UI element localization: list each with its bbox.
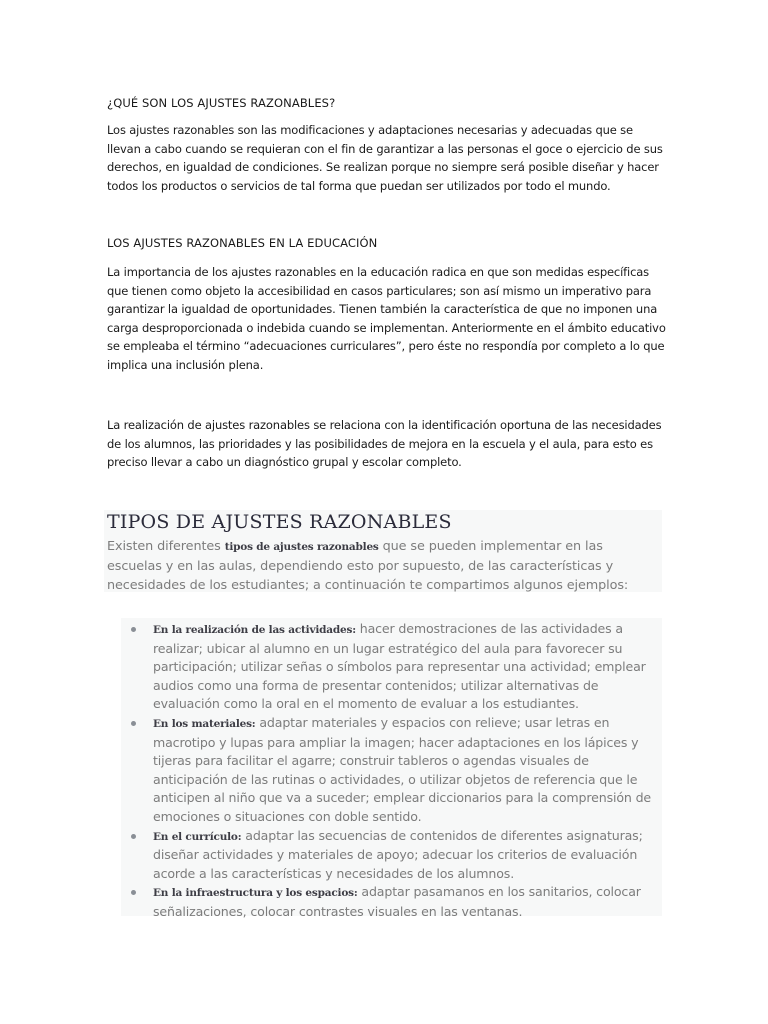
paragraph-que-son: Los ajustes razonables son las modificaciones y adaptaciones necesarias y adecuadas que se llevan a cabo cuando se requieran con el fin de garantizar a las personas el goce o ejercicio de sus derechos, en igualdad de condiciones. Se realizan porque no siempre será posible diseñar y hacer todos los productos o servicios de tal forma que puedan ser utilizados por todo el mundo.: [107, 123, 663, 193]
bullet-icon: [131, 890, 136, 895]
tipos-title: TIPOS DE AJUSTES RAZONABLES: [107, 511, 452, 533]
list-item-text: adaptar pasamanos en los sanitarios, colocar señalizaciones, colocar contrastes visuales en las ventanas.: [153, 884, 641, 919]
section-title-que-son: ¿QUÉ SON LOS AJUSTES RAZONABLES?: [107, 96, 336, 110]
tipos-intro-bold: tipos de ajustes razonables: [224, 541, 379, 553]
bullet-icon: [131, 721, 136, 726]
bullet-icon: [131, 834, 136, 839]
list-item: [131, 827, 659, 884]
tipos-intro-before: Existen diferentes: [107, 539, 225, 554]
tipos-intro-after: que se pueden implementar en las escuelas y en las aulas, dependiendo esto por supuesto, de las características y necesidades de los estudiantes; a continuación te compartimos algunos ejemplos:: [107, 539, 629, 593]
list-item: [131, 714, 659, 827]
section-title-educacion: LOS AJUSTES RAZONABLES EN LA EDUCACIÓN: [107, 236, 378, 250]
list-item: [131, 620, 659, 714]
list-item-label: En el currículo:: [153, 830, 242, 843]
list-item-text: hacer demostraciones de las actividades a realizar; ubicar al alumno en un lugar estratégico del aula para favorecer su participación; utilizar señas o símbolos para representar una actividad; emplear audios como una forma de presentar contenidos; utilizar alternativas de evaluación como la oral en el momento de evaluar a los estudiantes.: [153, 621, 646, 712]
paragraph-educacion-1: La importancia de los ajustes razonables en la educación radica en que son medidas específicas que tienen como objeto la accesibilidad en casos particulares; son así mismo un imperativo para garantizar la igualdad de oportunidades. Tienen también la característica de que no imponen una carga desproporcionada o indebida cuando se implementan. Anteriormente en el ámbito educativo se empleaba el término “adecuaciones curriculares”, pero éste no respondía por completo a lo que implica una inclusión plena.: [107, 265, 666, 372]
list-item-label: En la infraestructura y los espacios:: [153, 887, 358, 900]
list-item: [131, 883, 659, 921]
list-item-text: adaptar materiales y espacios con relieve; usar letras en macrotipo y lupas para ampliar la imagen; hacer adaptaciones en los lápices y tijeras para facilitar el agarre; construir tableros o agendas visuales de anticipación de las rutinas o actividades, o utilizar objetos de referencia que le anticipen al niño que va a suceder; emplear diccionarios para la comprensión de emociones o situaciones con doble sentido.: [153, 714, 652, 824]
paragraph-educacion-2: La realización de ajustes razonables se relaciona con la identificación oportuna de las necesidades de los alumnos, las prioridades y las posibilidades de mejora en la escuela y el aula, para esto es preciso llevar a cabo un diagnóstico grupal y escolar completo.: [107, 418, 662, 470]
list-item-label: En la realización de las actividades:: [153, 624, 356, 636]
list-item-label: En los materiales:: [153, 717, 256, 730]
list-item-text: adaptar las secuencias de contenidos de diferentes asignaturas; diseñar actividades y materiales de apoyo; adecuar los criterios de evaluación acorde a las características y necesidades de los alumnos.: [153, 827, 643, 881]
tipos-list: [131, 620, 659, 922]
bullet-icon: [131, 627, 136, 632]
tipos-intro: [107, 537, 659, 595]
